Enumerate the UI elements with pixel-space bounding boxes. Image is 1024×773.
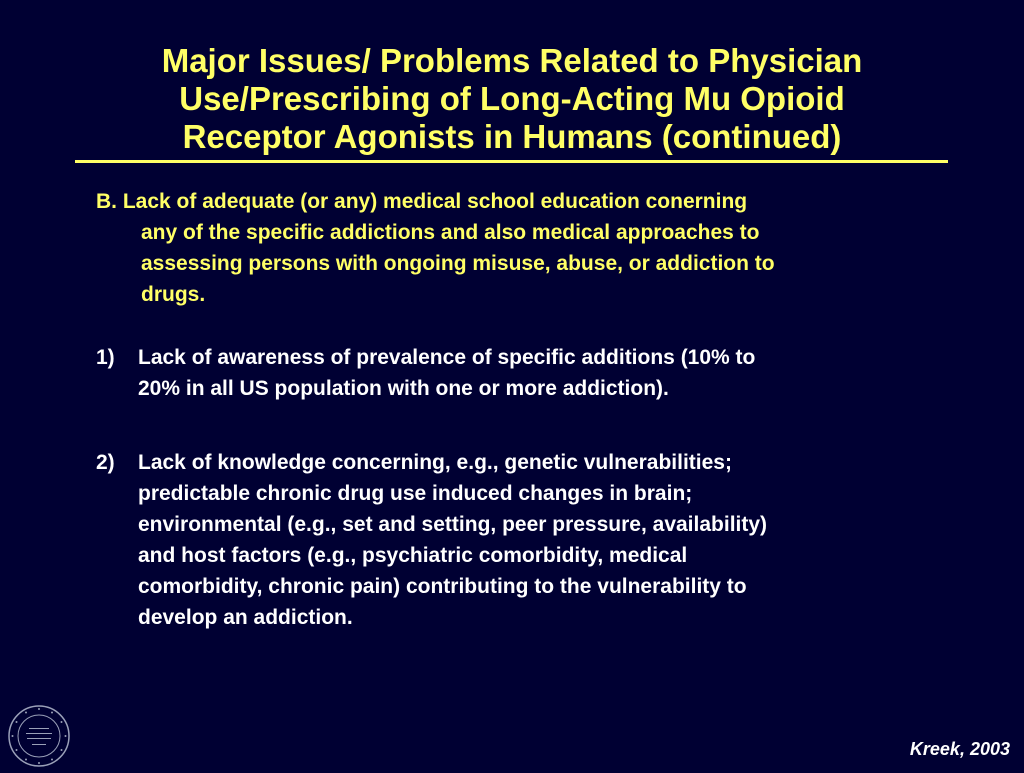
list-item-line: predictable chronic drug use induced changes in brain; — [138, 482, 693, 505]
list-item-line: environmental (e.g., set and setting, peer pressure, availability) — [138, 513, 768, 536]
list-item-line — [96, 447, 926, 478]
title-line: Major Issues/ Problems Related to Physician — [161, 42, 863, 79]
section-b — [96, 186, 926, 310]
list-item-line: comorbidity, chronic pain) contributing to the vulnerability to — [138, 575, 747, 598]
list-item-1 — [96, 342, 926, 404]
list-item-line: develop an addiction. — [138, 606, 353, 629]
list-item-line: 20% in all US population with one or more addiction). — [138, 377, 669, 400]
section-b-line: any of the specific addictions and also medical approaches to — [141, 221, 760, 244]
list-item-2 — [96, 447, 926, 633]
list-item-text: Lack of knowledge concerning, e.g., genetic vulnerabilities; — [138, 451, 732, 474]
section-b-line: assessing persons with ongoing misuse, abuse, or addiction to — [141, 252, 775, 275]
list-item-line: and host factors (e.g., psychiatric comorbidity, medical — [138, 544, 688, 567]
slide-title — [0, 42, 1024, 156]
list-item-number: 1) — [96, 346, 115, 369]
slide-credit: Kreek, 2003 — [909, 739, 1010, 759]
list-item-number: 2) — [96, 451, 115, 474]
title-line: Use/Prescribing of Long-Acting Mu Opioid — [179, 80, 845, 117]
section-b-line: drugs. — [141, 283, 206, 306]
section-b-line: B. Lack of adequate (or any) medical school education conerning — [96, 190, 748, 213]
title-line: Receptor Agonists in Humans (continued) — [182, 118, 842, 155]
title-divider — [75, 160, 948, 163]
list-item-text: Lack of awareness of prevalence of specific additions (10% to — [138, 346, 756, 369]
list-item-line — [96, 342, 926, 373]
rockefeller-university-seal-icon — [7, 704, 71, 768]
